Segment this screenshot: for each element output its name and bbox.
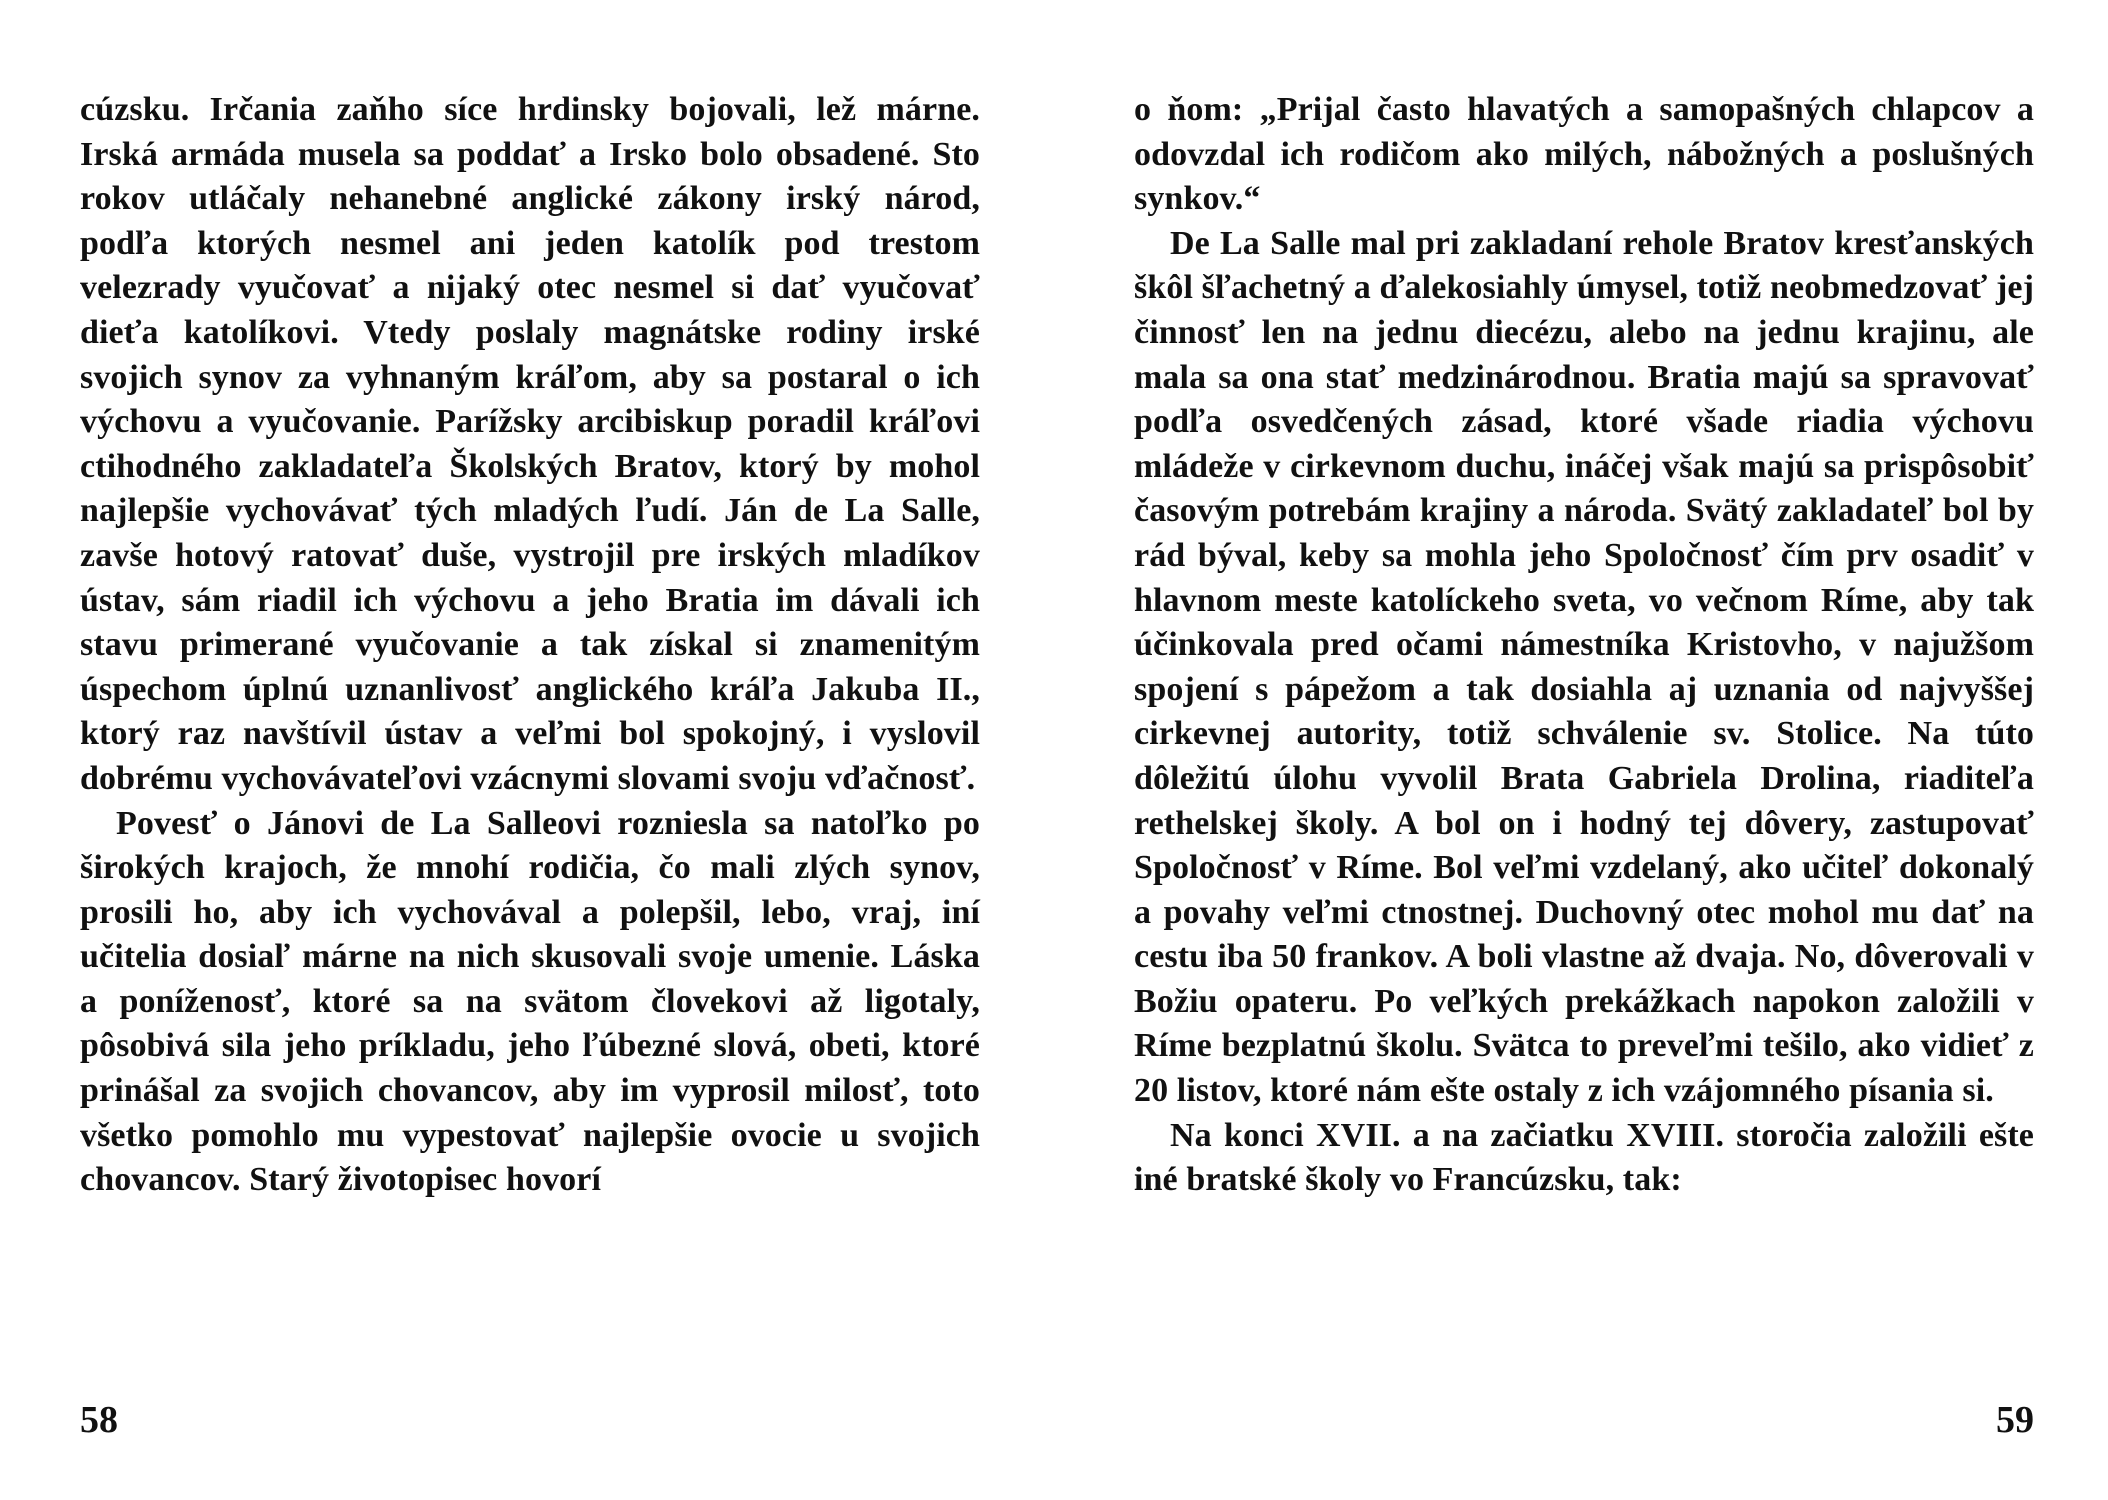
- right-page-number: 59: [1996, 1399, 2034, 1441]
- left-page-text: [80, 88, 980, 1203]
- right-page-text: [1134, 88, 2034, 1203]
- left-page-number: 58: [80, 1399, 118, 1441]
- left-paragraph-2: Povesť o Jánovi de La Salleovi rozniesla sa natoľko po širokých krajoch, že mnohí rodičia, čo mali zlých synov, prosili ho, aby ich vychovával a polepšil, lebo, vraj, iní učitelia dosiaľ márne na nich skusovali svoje umenie. Láska a poníženosť, ktoré sa na svätom človekovi až ligotaly, pôsobivá sila jeho príkladu, jeho ľúbezné slová, obeti, ktoré prinášal za svojich chovancov, aby im vyprosil milosť, toto všetko pomohlo mu vypestovať najlepšie ovocie u svojich chovancov. Starý životopisec hovorí: [80, 804, 980, 1199]
- right-paragraph-2: De La Salle mal pri zakladaní rehole Bratov kresťanských škôl šľachetný a ďalekosiahly úmysel, totiž neobmedzovať jej činnosť len na jednu diecézu, alebo na jednu krajinu, ale mala sa ona stať medzinárodnou. Bratia majú sa spravovať podľa osvedčených zásad, ktoré všade riadia výchovu mládeže v cirkevnom duchu, ináčej však majú sa prispôsobiť časovým potrebám krajiny a národa. Svätý zakladateľ bol by rád býval, keby sa mohla jeho Spoločnosť čím prv osadiť v hlavnom meste katolíckeho sveta, vo večnom Ríme, aby tak účinkovala pred očami námestníka Kristovho, v najužšom spojení s pápežom a tak dosiahla aj uznania od najvyššej cirkevnej autority, totiž schválenie sv. Stolice. Na túto dôležitú úlohu vyvolil Brata Gabriela Drolina, riaditeľa rethelskej školy. A bol on i hodný tej dôvery, zastupovať Spoločnosť v Ríme. Bol veľmi vzdelaný, ako učiteľ dokonalý a povahy veľmi ctnostnej. Duchovný otec mohol mu dať na cestu iba 50 frankov. A boli vlastne až dvaja. No, dôverovali v Božiu opateru. Po veľkých prekážkach napokon založili v Ríme bezplatnú školu. Svätca to preveľmi tešilo, ako vidieť z 20 listov, ktoré nám ešte ostaly z ich vzájomného písania si.: [1134, 224, 2034, 1110]
- left-paragraph-1: cúzsku. Irčania zaňho síce hrdinsky bojovali, lež márne. Irská armáda musela sa poddať a Irsko bolo obsadené. Sto rokov utláčaly nehanebné anglické zákony irský národ, podľa ktorých nesmel ani jeden katolík pod trestom velezrady vyučovať a nijaký otec nesmel si dať vyučovať dieťa katolíkovi. Vtedy poslaly magnátske rodiny irské svojich synov za vyhnaným kráľom, aby sa postaral o ich výchovu a vyučovanie. Parížsky arcibiskup poradil kráľovi ctihodného zakladateľa Školských Bratov, ktorý by mohol najlepšie vychovávať tých mladých ľudí. Ján de La Salle, zavše hotový ratovať duše, vystrojil pre irských mladíkov ústav, sám riadil ich výchovu a jeho Bratia im dávali ich stavu primerané vyučovanie a tak získal si znamenitým úspechom úplnú uznanlivosť anglického kráľa Jakuba II., ktorý raz navštívil ústav a veľmi bol spokojný, i vyslovil dobrému vychovávateľovi vzácnymi slovami svoju vďačnosť.: [80, 91, 980, 797]
- right-paragraph-1: o ňom: „Prijal často hlavatých a samopašných chlapcov a odovzdal ich rodičom ako milých, nábožných a poslušných synkov.“: [1134, 91, 2034, 218]
- right-paragraph-3: Na konci XVII. a na začiatku XVIII. storočia založili ešte iné bratské školy vo Francúzsku, tak:: [1134, 1116, 2034, 1199]
- right-page: [1054, 0, 2108, 1500]
